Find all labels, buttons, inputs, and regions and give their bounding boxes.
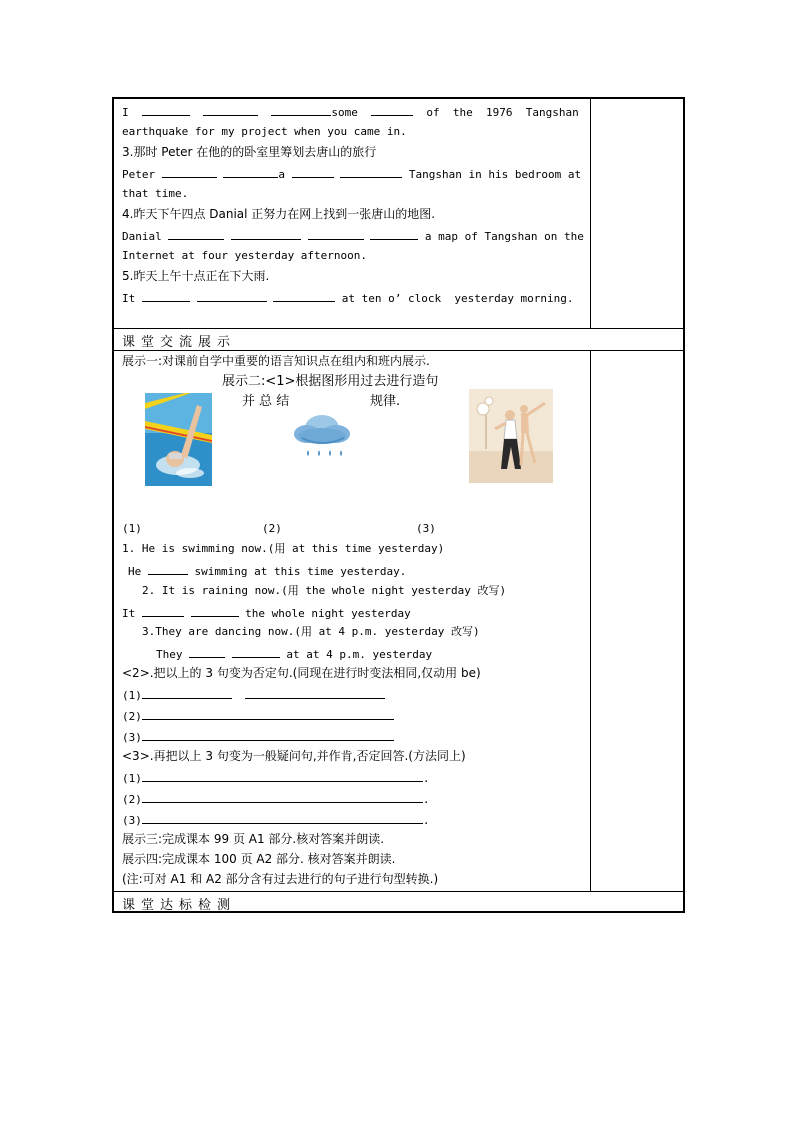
sentence-4-line-2: Internet at four yesterday afternoon. [122, 249, 368, 262]
question-line-3: (3) . [122, 814, 430, 827]
row-divider [114, 891, 683, 892]
section-heading-display: 课堂交流展示 [122, 335, 237, 350]
question-line-1: (1) . [122, 772, 430, 785]
section-heading-check: 课堂达标检测 [122, 898, 237, 913]
display-3-text: 展示三:完成课本 99 页 A1 部分.核对答案并朗读. [122, 832, 385, 846]
display-2-summary-a: 并 总 结 [242, 394, 290, 409]
exercise-1-answer: He swimming at this time yesterday. [128, 565, 407, 578]
display-2-summary-b: 规律. [370, 394, 401, 409]
row-divider [114, 350, 683, 351]
exercise-2-answer: It the whole night yesterday [122, 607, 411, 620]
exercise-3-question: 3.They are dancing now.(用 at 4 p.m. yesterday 改写) [142, 625, 480, 638]
right-column-divider [590, 99, 591, 328]
rain-cloud-icon [290, 408, 354, 463]
sentence-3-line: Peter a Tangshan in his bedroom at [122, 168, 582, 181]
picture-label-3: (3) [416, 522, 436, 535]
display-2-text: 展示二:<1>根据图形用过去进行造句 [222, 374, 439, 389]
negative-instruction: <2>.把以上的 3 句变为否定句.(同现在进行时变法相同,仅动用 be) [122, 666, 481, 680]
sentence-3-line-2: that time. [122, 187, 189, 200]
question-instruction: <3>.再把以上 3 句变为一般疑问句,并作肯,否定回答.(方法同上) [122, 749, 466, 763]
row-divider [114, 328, 683, 329]
right-column-divider [590, 350, 591, 891]
exercise-3-answer: They at at 4 p.m. yesterday [156, 648, 433, 661]
swimmer-picture [145, 393, 212, 486]
question-line-2: (2) . [122, 793, 430, 806]
exercise-1-question: 1. He is swimming now.(用 at this time yesterday) [122, 542, 445, 555]
negative-line-2: (2) [122, 708, 394, 724]
negative-line-3: (3) [122, 729, 394, 745]
sentence-4-line: Danial a map of Tangshan on the [122, 230, 584, 243]
negative-line-1: (1) [122, 687, 385, 703]
exercise-2-question: 2. It is raining now.(用 the whole night yesterday 改写) [142, 584, 507, 597]
sentence-5-line: It at ten o’ clock yesterday morning. [122, 292, 574, 305]
worksheet-table [112, 97, 685, 913]
display-1-text: 展示一:对课前自学中重要的语言知识点在组内和班内展示. [122, 354, 430, 368]
question-4-chinese: 4.昨天下午四点 Danial 正努力在网上找到一张唐山的地图. [122, 207, 436, 221]
dancers-picture [469, 389, 553, 483]
sentence-1-line: I some of the 1976 Tangshan [122, 106, 579, 119]
sentence-1-line-2: earthquake for my project when you came in. [122, 125, 407, 138]
note-text: (注:可对 A1 和 A2 部分含有过去进行的句子进行句型转换.) [122, 872, 439, 886]
question-5-chinese: 5.昨天上午十点正在下大雨. [122, 269, 270, 283]
display-4-text: 展示四:完成课本 100 页 A2 部分. 核对答案并朗读. [122, 852, 396, 866]
picture-label-2: (2) [262, 522, 282, 535]
picture-label-1: (1) [122, 522, 142, 535]
question-3-chinese: 3.那时 Peter 在他的的卧室里筹划去唐山的旅行 [122, 145, 377, 159]
